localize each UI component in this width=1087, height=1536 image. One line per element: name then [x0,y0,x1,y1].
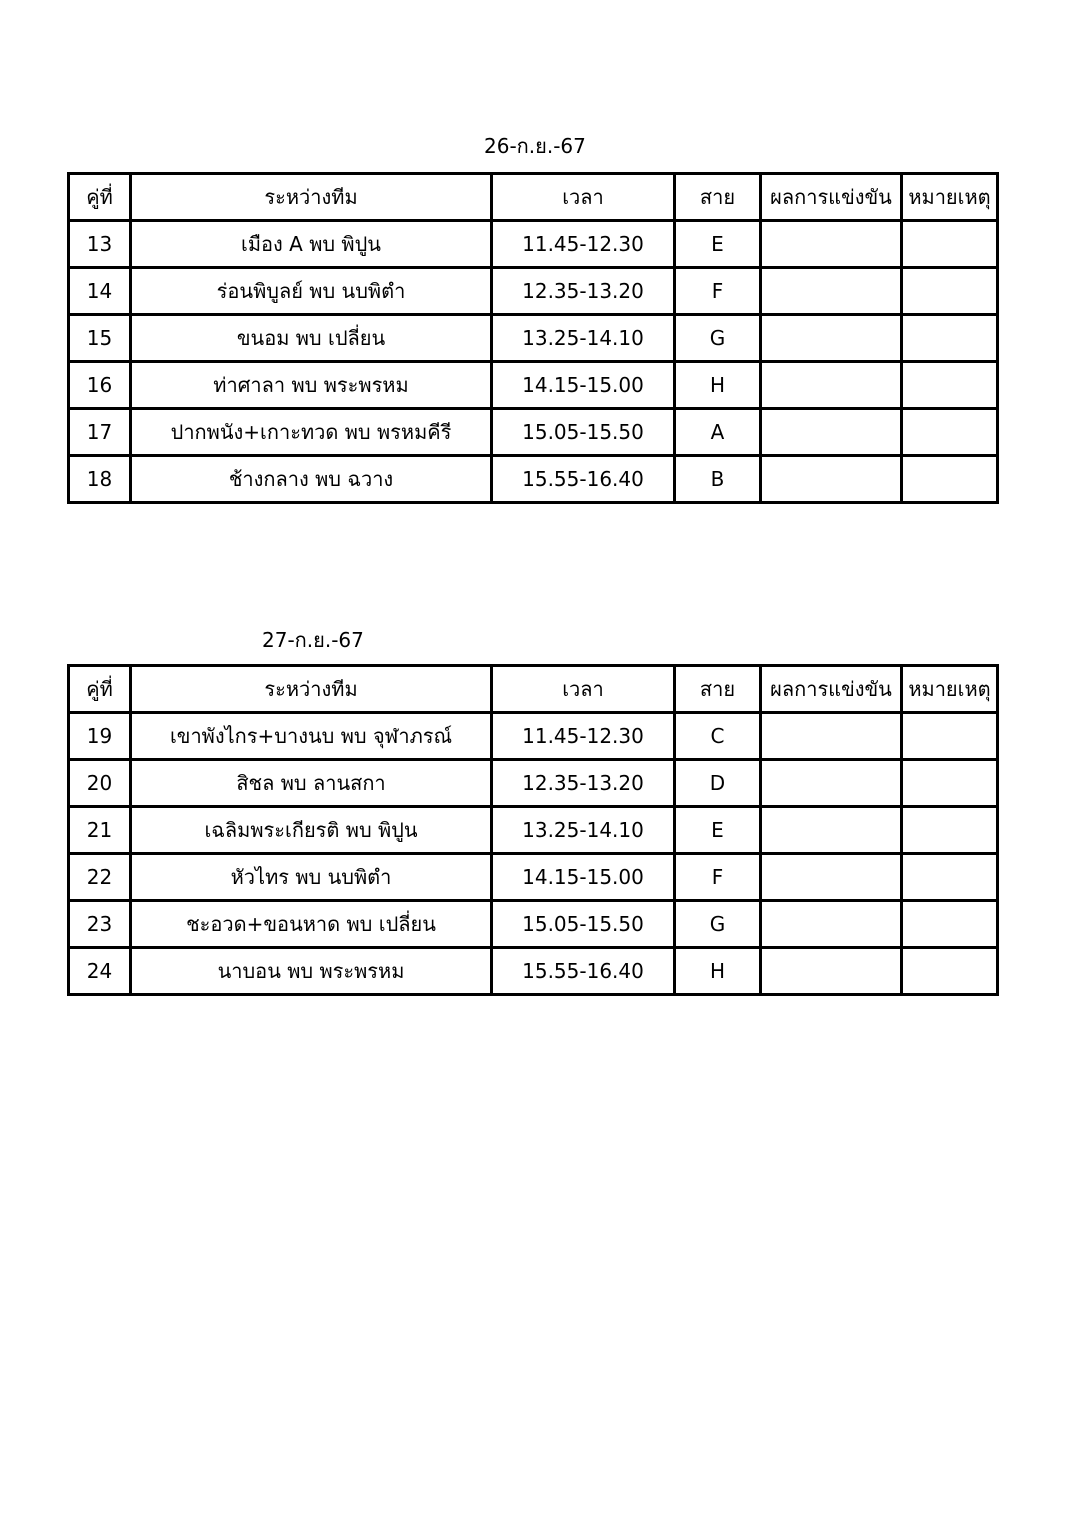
line-cell: E [675,221,761,268]
header-teams: ระหว่างทีม [131,174,492,221]
result-cell [761,268,902,315]
line-cell: F [675,854,761,901]
teams-cell: เฉลิมพระเกียรติ พบ พิปูน [131,807,492,854]
teams-cell: เมือง A พบ พิปูน [131,221,492,268]
header-note: หมายเหตุ [902,174,998,221]
note-cell [902,409,998,456]
note-cell [902,315,998,362]
time-cell: 13.25-14.10 [492,807,675,854]
table-row [69,268,998,315]
line-cell: D [675,760,761,807]
match-no-cell: 20 [69,760,131,807]
table-row [69,901,998,948]
line-cell: E [675,807,761,854]
table-row [69,854,998,901]
result-cell [761,948,902,995]
note-cell [902,268,998,315]
line-cell: H [675,948,761,995]
result-cell [761,409,902,456]
header-match-no: คู่ที่ [69,666,131,713]
time-cell: 15.05-15.50 [492,901,675,948]
teams-cell: ขนอม พบ เปลี่ยน [131,315,492,362]
header-result: ผลการแข่งขัน [761,174,902,221]
match-no-cell: 21 [69,807,131,854]
line-cell: A [675,409,761,456]
result-cell [761,713,902,760]
match-no-cell: 19 [69,713,131,760]
note-cell [902,456,998,503]
teams-cell: ช้างกลาง พบ ฉวาง [131,456,492,503]
table-body [69,221,998,503]
match-no-cell: 23 [69,901,131,948]
table-header-row [69,174,998,221]
header-time: เวลา [492,666,675,713]
result-cell [761,456,902,503]
teams-cell: หัวไทร พบ นบพิตำ [131,854,492,901]
table-row [69,456,998,503]
note-cell [902,760,998,807]
time-cell: 12.35-13.20 [492,760,675,807]
table-body [69,713,998,995]
teams-cell: ปากพนัง+เกาะทวด พบ พรหมคีรี [131,409,492,456]
time-cell: 15.55-16.40 [492,948,675,995]
match-no-cell: 24 [69,948,131,995]
note-cell [902,901,998,948]
result-cell [761,807,902,854]
match-no-cell: 14 [69,268,131,315]
time-cell: 12.35-13.20 [492,268,675,315]
match-no-cell: 15 [69,315,131,362]
line-cell: H [675,362,761,409]
table-row [69,315,998,362]
header-time: เวลา [492,174,675,221]
line-cell: C [675,713,761,760]
teams-cell: ท่าศาลา พบ พระพรหม [131,362,492,409]
table-row [69,221,998,268]
table-header-row [69,666,998,713]
line-cell: F [675,268,761,315]
header-result: ผลการแข่งขัน [761,666,902,713]
result-cell [761,221,902,268]
result-cell [761,854,902,901]
header-line: สาย [675,666,761,713]
time-cell: 14.15-15.00 [492,362,675,409]
line-cell: B [675,456,761,503]
result-cell [761,315,902,362]
result-cell [761,362,902,409]
match-schedule-table [67,664,999,996]
header-line: สาย [675,174,761,221]
header-match-no: คู่ที่ [69,174,131,221]
table-row [69,362,998,409]
teams-cell: ชะอวด+ขอนหาด พบ เปลี่ยน [131,901,492,948]
teams-cell: นาบอน พบ พระพรหม [131,948,492,995]
time-cell: 11.45-12.30 [492,221,675,268]
header-teams: ระหว่างทีม [131,666,492,713]
time-cell: 15.55-16.40 [492,456,675,503]
schedule-date-title: 27-ก.ย.-67 [262,628,364,652]
table-row [69,713,998,760]
line-cell: G [675,901,761,948]
match-no-cell: 17 [69,409,131,456]
time-cell: 11.45-12.30 [492,713,675,760]
line-cell: G [675,315,761,362]
time-cell: 13.25-14.10 [492,315,675,362]
match-schedule-table [67,172,999,504]
match-no-cell: 16 [69,362,131,409]
header-note: หมายเหตุ [902,666,998,713]
time-cell: 15.05-15.50 [492,409,675,456]
result-cell [761,760,902,807]
note-cell [902,362,998,409]
time-cell: 14.15-15.00 [492,854,675,901]
table-row [69,948,998,995]
note-cell [902,807,998,854]
match-no-cell: 22 [69,854,131,901]
teams-cell: ร่อนพิบูลย์ พบ นบพิตำ [131,268,492,315]
table-row [69,807,998,854]
table-row [69,409,998,456]
teams-cell: สิชล พบ ลานสกา [131,760,492,807]
table-row [69,760,998,807]
note-cell [902,713,998,760]
teams-cell: เขาพังไกร+บางนบ พบ จุฬาภรณ์ [131,713,492,760]
note-cell [902,948,998,995]
result-cell [761,901,902,948]
match-no-cell: 13 [69,221,131,268]
note-cell [902,221,998,268]
note-cell [902,854,998,901]
match-no-cell: 18 [69,456,131,503]
schedule-date-title: 26-ก.ย.-67 [484,134,586,158]
